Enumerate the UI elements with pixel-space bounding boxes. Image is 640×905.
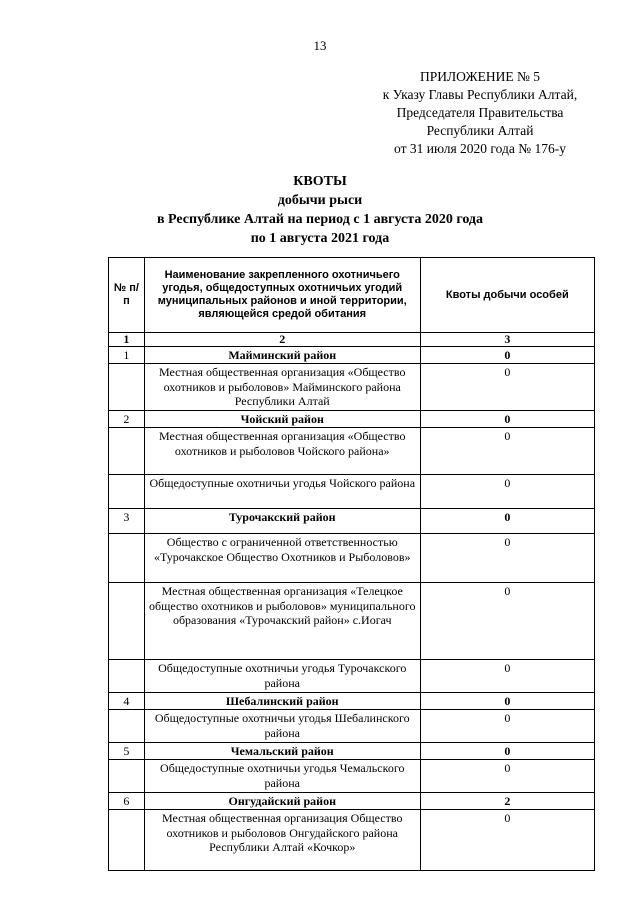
row-name: Онгудайский район <box>144 793 420 810</box>
row-number <box>109 534 145 583</box>
appendix-line: к Указу Главы Республики Алтай, <box>382 87 578 102</box>
row-quota: 0 <box>420 583 594 660</box>
row-quota: 0 <box>420 693 594 710</box>
row-number: 1 <box>109 347 145 364</box>
row-number <box>109 660 145 693</box>
row-number: 6 <box>109 793 145 810</box>
title-line: КВОТЫ <box>293 174 347 189</box>
page-number: 13 <box>313 38 327 53</box>
row-number <box>109 428 145 475</box>
row-quota: 0 <box>420 364 594 411</box>
row-quota: 0 <box>420 411 594 428</box>
district-row <box>109 743 595 760</box>
row-quota: 0 <box>420 810 594 871</box>
row-name: Общество с ограниченной ответственностью «Турочакское Общество Охотников и Рыболовов» <box>144 534 420 583</box>
row-name: Чемальский район <box>144 743 420 760</box>
row-quota: 2 <box>420 793 594 810</box>
title-line: в Республике Алтай на период с 1 августа 2020 года <box>156 212 484 227</box>
row-name: Местная общественная организация Общество охотников и рыболовов Онгудайского района Республики Алтай «Кочкор» <box>144 810 420 871</box>
district-row <box>109 411 595 428</box>
table-header-row <box>109 258 595 333</box>
row-name: Общедоступные охотничьи угодья Чойского района <box>144 475 420 509</box>
district-row <box>109 693 595 710</box>
title-line: по 1 августа 2021 года <box>250 231 390 246</box>
column-number: 2 <box>144 333 420 347</box>
district-row <box>109 793 595 810</box>
organization-row <box>109 428 595 475</box>
row-number <box>109 710 145 743</box>
header-quota: Квоты добычи особей <box>420 258 594 333</box>
district-row <box>109 509 595 534</box>
column-number: 1 <box>109 333 145 347</box>
appendix-line: ПРИЛОЖЕНИЕ № 5 <box>419 69 541 84</box>
appendix-line: Республики Алтай <box>426 123 534 138</box>
row-quota: 0 <box>420 534 594 583</box>
organization-row <box>109 534 595 583</box>
district-row <box>109 347 595 364</box>
row-name: Местная общественная организация «Общество охотников и рыболовов Чойского района» <box>144 428 420 475</box>
row-number: 5 <box>109 743 145 760</box>
row-number <box>109 364 145 411</box>
column-number: 3 <box>420 333 594 347</box>
column-number-row <box>109 333 595 347</box>
row-name: Общедоступные охотничьи угодья Чемальского района <box>144 760 420 793</box>
appendix-line: Председателя Правительства <box>396 105 564 120</box>
row-name: Местная общественная организация «Общество охотников и рыболовов» Майминского района Республики Алтай <box>144 364 420 411</box>
row-number <box>109 810 145 871</box>
row-name: Шебалинский район <box>144 693 420 710</box>
row-number <box>109 760 145 793</box>
row-quota: 0 <box>420 760 594 793</box>
document-title <box>0 172 640 248</box>
row-name: Местная общественная организация «Телецкое общество охотников и рыболовов» муниципального образования «Турочакский район» с.Иогач <box>144 583 420 660</box>
row-number <box>109 583 145 660</box>
organization-row <box>109 583 595 660</box>
row-number: 2 <box>109 411 145 428</box>
organization-row <box>109 810 595 871</box>
quota-table <box>108 257 595 871</box>
organization-row <box>109 475 595 509</box>
row-number: 3 <box>109 509 145 534</box>
row-quota: 0 <box>420 509 594 534</box>
title-line: добычи рыси <box>277 193 363 208</box>
organization-row <box>109 364 595 411</box>
row-number: 4 <box>109 693 145 710</box>
appendix-header <box>355 68 605 158</box>
row-name: Общедоступные охотничьи угодья Шебалинского района <box>144 710 420 743</box>
row-number <box>109 475 145 509</box>
row-quota: 0 <box>420 710 594 743</box>
header-name: Наименование закрепленного охотничьего угодья, общедоступных охотничьих угодий муниципальных районов и иной территории, являющейся средой обитания <box>144 258 420 333</box>
header-num: № п/п <box>109 258 145 333</box>
row-quota: 0 <box>420 428 594 475</box>
organization-row <box>109 760 595 793</box>
row-name: Чойский район <box>144 411 420 428</box>
organization-row <box>109 710 595 743</box>
row-quota: 0 <box>420 347 594 364</box>
row-quota: 0 <box>420 475 594 509</box>
appendix-line: от 31 июля 2020 года № 176-у <box>394 141 566 156</box>
row-quota: 0 <box>420 660 594 693</box>
row-name: Общедоступные охотничьи угодья Турочакского района <box>144 660 420 693</box>
row-quota: 0 <box>420 743 594 760</box>
row-name: Турочакский район <box>144 509 420 534</box>
row-name: Майминский район <box>144 347 420 364</box>
organization-row <box>109 660 595 693</box>
